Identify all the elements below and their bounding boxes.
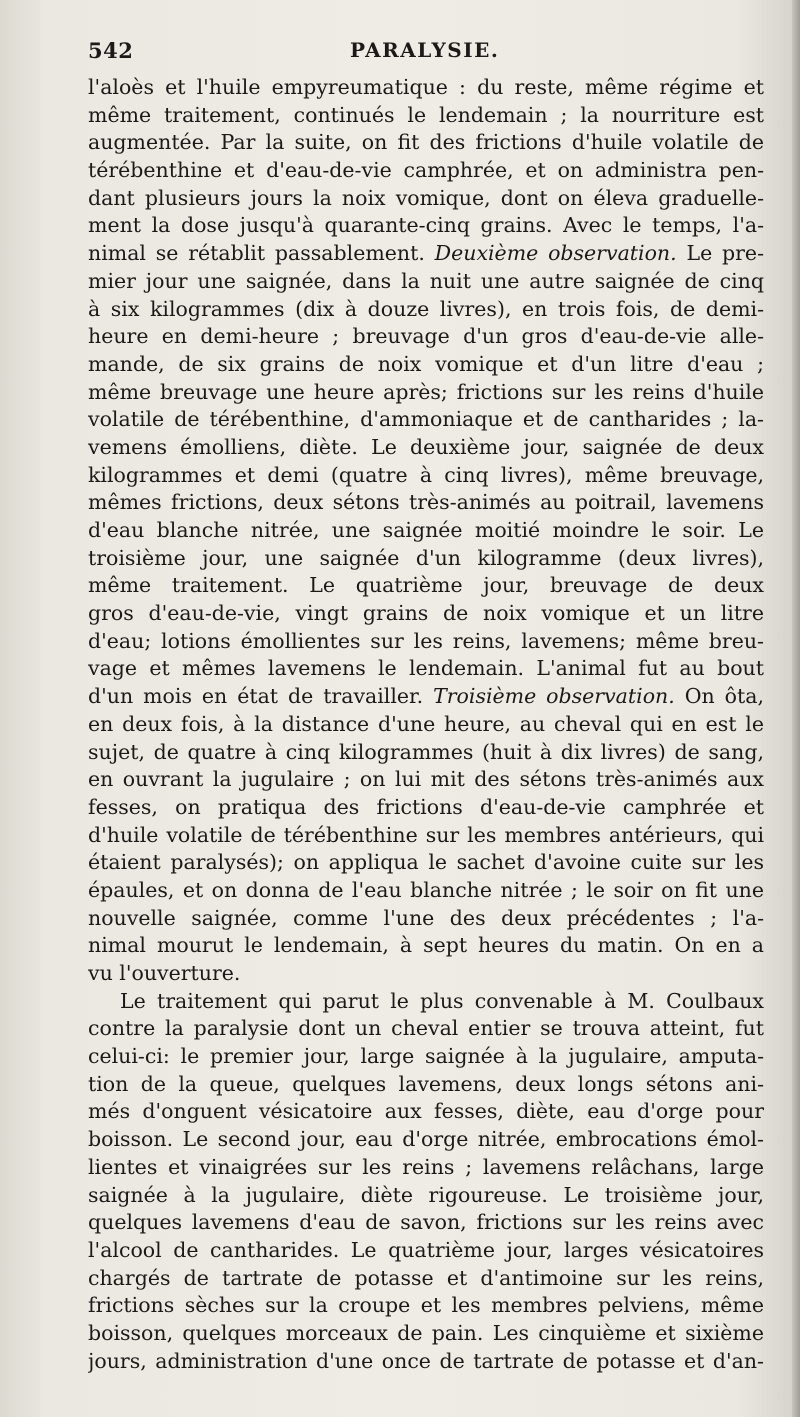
text-line: jours, administration d'une once de tartrate de potasse et d'an- [88,1348,764,1373]
text-line: boisson. Le second jour, eau d'orge nitrée, embrocations émol- [88,1127,764,1152]
text-line: frictions sèches sur la croupe et les membres pelviens, même [88,1293,764,1318]
text-line: même traitement, continués le lendemain ; la nourriture est [88,102,764,127]
text-line: gros d'eau-de-vie, vingt grains de noix vomique et un litre [88,601,764,626]
text-line: vemens émolliens, diète. Le deuxième jour, saignée de deux [88,434,764,459]
text-line: dant plusieurs jours la noix vomique, dont on éleva graduelle- [88,185,764,210]
text-line [88,240,764,268]
text-line: d'eau; lotions émollientes sur les reins, lavemens; même breu- [88,628,764,653]
text-line: chargés de tartrate de potasse et d'antimoine sur les reins, [88,1265,764,1290]
text-line: d'eau blanche nitrée, une saignée moitié moindre le soir. Le [88,518,764,542]
text-line: contre la paralysie dont un cheval entier se trouva atteint, fut [88,1016,764,1041]
text-line: fesses, on pratiqua des frictions d'eau-de-vie camphrée et [88,794,764,819]
text-line [88,683,764,711]
body-text [88,74,764,1375]
text-line: mande, de six grains de noix vomique et d'un litre d'eau ; [88,351,764,376]
text-line: saignée à la jugulaire, diète rigoureuse. Le troisième jour, [88,1182,764,1207]
text-segment: Le pre- [676,241,764,266]
text-line: en ouvrant la jugulaire ; on lui mit des sétons très-animés aux [88,767,764,792]
text-line: étaient paralysés); on appliqua le sachet d'avoine cuite sur les [88,850,764,875]
text-line: d'huile volatile de térébenthine sur les membres antérieurs, qui [88,822,764,847]
observation-heading: Deuxième observation. [434,241,677,266]
text-line: heure en demi-heure ; breuvage d'un gros d'eau-de-vie alle- [88,324,764,349]
text-line: même traitement. Le quatrième jour, breuvage de deux [88,573,764,598]
text-line: lientes et vinaigrées sur les reins ; lavemens relâchans, large [88,1154,764,1179]
text-line: troisième jour, une saignée d'un kilogramme (deux livres), [88,545,764,570]
page-edge [792,0,800,1417]
text-segment: On ôta, [674,684,764,709]
running-head [88,38,758,68]
text-line: nimal mourut le lendemain, à sept heures du matin. On en a [88,933,764,958]
text-line: nouvelle saignée, comme l'une des deux précédentes ; l'a- [88,905,764,930]
text-line: mier jour une saignée, dans la nuit une autre saignée de cinq [88,268,764,293]
text-line: boisson, quelques morceaux de pain. Les cinquième et sixième [88,1320,764,1345]
text-line: Le traitement qui parut le plus convenable à M. Coulbaux [120,988,764,1013]
observation-heading: Troisième observation. [433,684,675,709]
text-line: l'aloès et l'huile empyreumatique : du reste, même régime et [88,75,764,99]
text-line: kilogrammes et demi (quatre à cinq livres), même breuvage, [88,462,764,487]
text-line: térébenthine et d'eau-de-vie camphrée, et on administra pen- [88,158,764,183]
text-line: mêmes frictions, deux sétons très-animés au poitrail, lavemens [88,490,764,515]
text-segment: nimal se rétablit passablement. [88,241,435,266]
page-number: 542 [88,38,134,63]
text-line: l'alcool de cantharides. Le quatrième jour, larges vésicatoires [88,1237,764,1262]
text-line: vage et mêmes lavemens le lendemain. L'animal fut au bout [88,656,764,681]
text-line: celui-ci: le premier jour, large saignée à la jugulaire, amputa- [88,1044,764,1069]
text-line: épaules, et on donna de l'eau blanche nitrée ; le soir on fit une [88,877,764,902]
text-line: més d'onguent vésicatoire aux fesses, diète, eau d'orge pour [88,1099,764,1124]
text-line: en deux fois, à la distance d'une heure, au cheval qui en est le [88,711,764,736]
text-line: ment la dose jusqu'à quarante-cinq grains. Avec le temps, l'a- [88,213,764,238]
text-line: vu l'ouverture. [88,961,241,985]
text-line: augmentée. Par la suite, on fit des frictions d'huile volatile de [88,130,764,155]
text-line: tion de la queue, quelques lavemens, deux longs sétons ani- [88,1071,764,1096]
text-line: à six kilogrammes (dix à douze livres), en trois fois, de demi- [88,296,764,321]
text-line: même breuvage une heure après; frictions sur les reins d'huile [88,379,764,404]
text-line: sujet, de quatre à cinq kilogrammes (huit à dix livres) de sang, [88,739,764,764]
page-title: PARALYSIE. [350,38,500,62]
text-line: quelques lavemens d'eau de savon, frictions sur les reins avec [88,1210,764,1235]
text-line: volatile de térébenthine, d'ammoniaque et de cantharides ; la- [88,407,764,432]
text-segment: d'un mois en état de travailler. [88,684,434,709]
